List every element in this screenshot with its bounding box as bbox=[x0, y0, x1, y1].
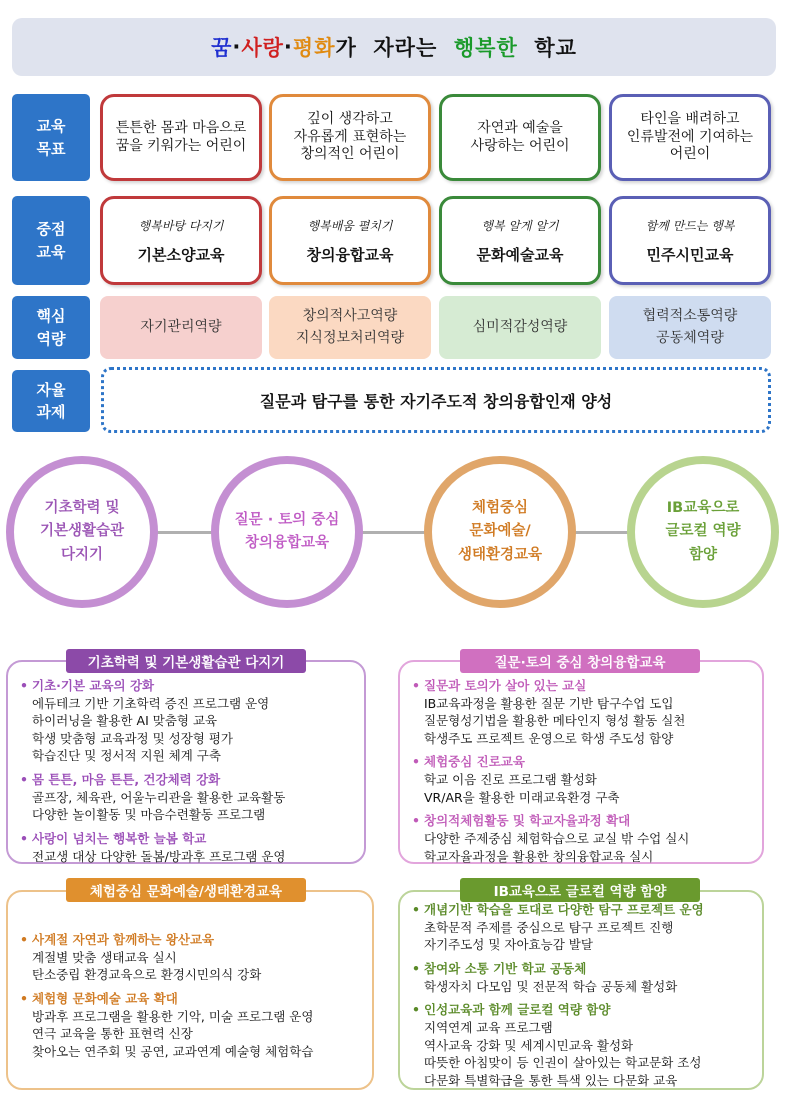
program-section bbox=[412, 813, 752, 865]
goal-box: 타인을 배려하고 인류발전에 기여하는 어린이 bbox=[609, 94, 771, 181]
program-item: 초학문적 주제를 중심으로 탐구 프로젝트 진행 bbox=[424, 919, 674, 935]
bullet-icon: • bbox=[412, 902, 420, 917]
program-item: 역사교육 강화 및 세계시민교육 활성화 bbox=[424, 1037, 634, 1053]
bullet-icon: • bbox=[20, 771, 28, 787]
section-title-text: 창의적체험활동 및 학교자율과정 확대 bbox=[424, 813, 631, 829]
section-title-text: 개념기반 학습을 토대로 다양한 탐구 프로젝트 운영 bbox=[424, 902, 704, 917]
program-item: 연극 교육을 통한 표현력 신장 bbox=[32, 1026, 193, 1042]
program-item: 학생주도 프로젝트 운영으로 학생 주도성 함양 bbox=[424, 730, 674, 746]
section-title-text: 참여와 소통 기반 학교 공동체 bbox=[424, 960, 587, 976]
bullet-icon: • bbox=[20, 678, 28, 693]
bullet-icon: • bbox=[20, 990, 28, 1006]
bullet-icon: • bbox=[412, 754, 420, 770]
focus-box bbox=[269, 196, 431, 285]
bullet-icon: • bbox=[412, 813, 420, 829]
bullet-icon: • bbox=[412, 960, 420, 976]
program-section-title bbox=[20, 932, 362, 949]
panel-tab: 질문·토의 중심 창의융합교육 bbox=[460, 649, 700, 673]
row-label-goals: 교육 목표 bbox=[12, 94, 90, 181]
focus-title: 창의융합교육 bbox=[306, 245, 394, 264]
goal-box: 깊이 생각하고 자유롭게 표현하는 창의적인 어린이 bbox=[269, 94, 431, 181]
program-item: 학교 이음 진로 프로그램 활성화 bbox=[424, 772, 597, 788]
strategy-circle: IB교육으로 글로컬 역량 함양 bbox=[627, 456, 779, 608]
panel-tab: 기초학력 및 기본생활습관 다지기 bbox=[66, 649, 306, 673]
focus-box bbox=[609, 196, 771, 285]
bullet-icon: • bbox=[20, 932, 28, 947]
competency-box: 창의적사고역량 지식정보처리역량 bbox=[269, 296, 431, 359]
program-section-title bbox=[412, 678, 752, 695]
program-item: 계절별 맞춤 생태교육 실시 bbox=[32, 949, 177, 965]
program-item: 골프장, 체육관, 어울누리관을 활용한 교육활동 bbox=[32, 789, 286, 805]
program-panel bbox=[398, 890, 764, 1090]
program-item: 학생 맞춤형 교육과정 및 성장형 평가 bbox=[32, 730, 233, 746]
title-part: · bbox=[232, 35, 242, 59]
program-item: 전교생 대상 다양한 돌봄/방과후 프로그램 운영 bbox=[32, 848, 286, 864]
section-title-text: 질문과 토의가 살아 있는 교실 bbox=[424, 678, 587, 693]
program-item: IB교육과정을 활용한 질문 기반 탐구수업 도입 bbox=[424, 695, 674, 711]
page-title bbox=[12, 18, 776, 76]
autonomous-task: 질문과 탐구를 통한 자기주도적 창의융합인재 양성 bbox=[101, 367, 771, 433]
focus-title: 민주시민교육 bbox=[646, 245, 734, 264]
goal-box: 튼튼한 몸과 마음으로 꿈을 키워가는 어린이 bbox=[100, 94, 262, 181]
focus-title: 문화예술교육 bbox=[476, 245, 564, 264]
program-section bbox=[20, 831, 354, 865]
program-section-title bbox=[412, 813, 752, 830]
section-title-text: 체험형 문화예술 교육 확대 bbox=[32, 990, 178, 1006]
program-item: 탄소중립 환경교육으로 환경시민의식 강화 bbox=[32, 967, 262, 983]
section-title-text: 인성교육과 함께 글로컬 역량 함양 bbox=[424, 1002, 611, 1018]
program-item: 질문형성기법을 활용한 메타인지 형성 활동 실천 bbox=[424, 713, 686, 729]
program-section-title bbox=[20, 772, 354, 789]
bullet-icon: • bbox=[412, 678, 420, 693]
section-title-text: 기초·기본 교육의 강화 bbox=[32, 678, 155, 693]
program-item: 방과후 프로그램을 활용한 기악, 미술 프로그램 운영 bbox=[32, 1008, 314, 1024]
program-item: 에듀테크 기반 기초학력 증진 프로그램 운영 bbox=[32, 695, 270, 711]
panel-tab: IB교육으로 글로컬 역량 함양 bbox=[460, 878, 700, 902]
program-section-title bbox=[20, 678, 354, 695]
program-item: 자기주도성 및 자아효능감 발달 bbox=[424, 937, 593, 953]
bullet-icon: • bbox=[20, 830, 28, 846]
row-label-task: 자율 과제 bbox=[12, 370, 90, 432]
title-part: 학교 bbox=[517, 36, 577, 60]
row-label-focus: 중점 교육 bbox=[12, 196, 90, 285]
program-section bbox=[412, 754, 752, 806]
program-section bbox=[20, 678, 354, 765]
row-label-competency: 핵심 역량 bbox=[12, 296, 90, 359]
program-item: 다양한 놀이활동 및 마음수련활동 프로그램 bbox=[32, 807, 266, 823]
bullet-icon: • bbox=[412, 1002, 420, 1018]
strategy-circle: 체험중심 문화예술/ 생태환경교육 bbox=[424, 456, 576, 608]
program-section bbox=[20, 772, 354, 824]
competency-box: 자기관리역량 bbox=[100, 296, 262, 359]
focus-title: 기본소양교육 bbox=[137, 245, 225, 264]
title-part: 행복한 bbox=[453, 36, 518, 60]
strategy-circle: 기초학력 및 기본생활습관 다지기 bbox=[6, 456, 158, 608]
program-section-title bbox=[412, 902, 752, 919]
program-item: 학교자율과정을 활용한 창의융합교육 실시 bbox=[424, 848, 654, 864]
program-item: 다문화 특별학급을 통한 특색 있는 다문화 교육 bbox=[424, 1072, 678, 1088]
program-item: 하이러닝을 활용한 AI 맞춤형 교육 bbox=[32, 713, 218, 729]
panel-tab: 체험중심 문화예술/생태환경교육 bbox=[66, 878, 306, 902]
program-section bbox=[412, 678, 752, 747]
program-section-title bbox=[20, 991, 362, 1008]
program-section bbox=[20, 932, 362, 984]
competency-box: 심미적감성역량 bbox=[439, 296, 601, 359]
title-part: 사랑 bbox=[241, 36, 284, 60]
program-section bbox=[412, 902, 752, 954]
program-item: VR/AR을 활용한 미래교육환경 구축 bbox=[424, 789, 620, 805]
program-panel bbox=[6, 660, 366, 864]
program-panel bbox=[6, 890, 374, 1090]
focus-box bbox=[439, 196, 601, 285]
title-part: 가 자라는 bbox=[335, 36, 454, 60]
title-part: 평화 bbox=[292, 36, 336, 60]
program-section-title bbox=[412, 961, 752, 978]
section-title-text: 체험중심 진로교육 bbox=[424, 754, 525, 770]
competency-box: 협력적소통역량 공동체역량 bbox=[609, 296, 771, 359]
program-section-title bbox=[412, 1002, 752, 1019]
focus-slogan: 행복바탕 다지기 bbox=[138, 218, 224, 233]
focus-slogan: 행복배움 펼치기 bbox=[307, 218, 393, 233]
program-section bbox=[412, 961, 752, 995]
program-section-title bbox=[412, 754, 752, 771]
program-panel bbox=[398, 660, 764, 864]
strategy-circle: 질문 · 토의 중심 창의융합교육 bbox=[211, 456, 363, 608]
section-title-text: 사계절 자연과 함께하는 왕산교육 bbox=[32, 932, 215, 947]
program-item: 학생자치 다모임 및 전문적 학습 공동체 활성화 bbox=[424, 978, 678, 994]
program-item: 따뜻한 아침맞이 등 인권이 살아있는 학교문화 조성 bbox=[424, 1055, 702, 1071]
program-section bbox=[20, 991, 362, 1060]
program-item: 학습진단 및 정서적 지원 체계 구축 bbox=[32, 748, 221, 764]
section-title-text: 사랑이 넘치는 행복한 늘봄 학교 bbox=[32, 830, 207, 846]
circle-connector-line bbox=[100, 531, 700, 534]
focus-slogan: 행복 알게 알기 bbox=[481, 218, 559, 233]
program-item: 찾아오는 연주회 및 공연, 교과연계 예술형 체험학습 bbox=[32, 1043, 314, 1059]
section-title-text: 몸 튼튼, 마음 튼튼, 건강체력 강화 bbox=[32, 771, 221, 787]
focus-slogan: 함께 만드는 행복 bbox=[645, 218, 735, 233]
program-section bbox=[412, 1002, 752, 1089]
program-item: 다양한 주제중심 체험학습으로 교실 밖 수업 실시 bbox=[424, 831, 690, 847]
program-item: 지역연계 교육 프로그램 bbox=[424, 1020, 553, 1036]
focus-box bbox=[100, 196, 262, 285]
title-part: · bbox=[283, 35, 293, 59]
goal-box: 자연과 예술을 사랑하는 어린이 bbox=[439, 94, 601, 181]
title-part: 꿈 bbox=[211, 36, 233, 60]
program-section-title bbox=[20, 831, 354, 848]
